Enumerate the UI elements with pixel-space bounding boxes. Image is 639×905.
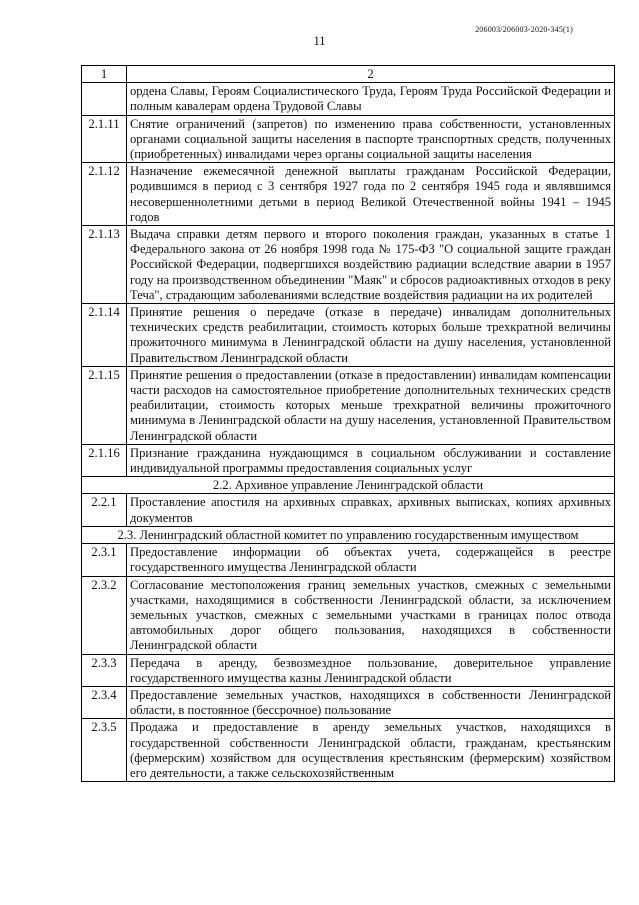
item-number: 2.1.15 <box>82 366 127 444</box>
service-description: Предоставление информации об объектах учета, содержащейся в реестре государственного имущества Ленинградской области <box>127 544 615 576</box>
service-description: Согласование местоположения границ земельных участков, смежных с земельными участками, находящимися в собственности Ленинградской области, за исключением земельных участков, смежных с земельными участками в границах полос отвода автомобильных дорог общего пользования, находящихся в собственности Ленинградской области <box>127 576 615 654</box>
item-number: 2.3.2 <box>82 576 127 654</box>
table-row <box>82 576 615 654</box>
service-description: Передача в аренду, безвозмездное пользование, доверительное управление государственного имущества казны Ленинградской области <box>127 654 615 686</box>
service-description: Признание гражданина нуждающимся в социальном обслуживании и составление индивидуальной программы предоставления социальных услуг <box>127 444 615 476</box>
table-row <box>82 719 615 782</box>
service-description: Предоставление земельных участков, находящихся в собственности Ленинградской области, в постоянное (бессрочное) пользование <box>127 686 615 718</box>
service-description: Принятие решения о передаче (отказе в передаче) инвалидам дополнительных технических средств реабилитации, стоимость которых больше трехкратной величины прожиточного минимума в Ленинградской области на душу населения, установленной Правительством Ленинградской области <box>127 304 615 367</box>
table-row <box>82 163 615 226</box>
item-number: 2.3.1 <box>82 544 127 576</box>
item-number: 2.3.4 <box>82 686 127 718</box>
service-description: Принятие решения о предоставлении (отказе в предоставлении) инвалидам компенсации части расходов на самостоятельное приобретение дополнительных технических средств реабилитации, стоимость которых меньше трехкратной величины прожиточного минимума в Ленинградской области на душу населения, установленной Правительством Ленинградской области <box>127 366 615 444</box>
continued-row <box>82 83 615 115</box>
table-row <box>82 304 615 367</box>
item-number: 2.1.14 <box>82 304 127 367</box>
service-description: Назначение ежемесячной денежной выплаты гражданам Российской Федерации, родившимся в период с 3 сентября 1927 года по 2 сентября 1945 года и являвшимся несовершеннолетними детьми в период Великой Отечественной войны 1941 – 1945 годов <box>127 163 615 226</box>
page-number: 11 <box>313 34 326 48</box>
item-number: 2.1.13 <box>82 226 127 304</box>
column-header-number: 1 <box>82 66 127 83</box>
services-table <box>81 65 615 782</box>
table-header-row <box>82 66 615 83</box>
table-row <box>82 494 615 526</box>
item-number: 2.1.16 <box>82 444 127 476</box>
service-description: Продажа и предоставление в аренду земельных участков, находящихся в государственной собственности Ленинградской области, гражданам, крестьянским (фермерским) хозяйством для осуществления крестьянским (фермерским) хозяйством его деятельности, а также сельскохозяйственным <box>127 719 615 782</box>
column-header-name: 2 <box>127 66 615 83</box>
item-number: 2.2.1 <box>82 494 127 526</box>
table-row <box>82 686 615 718</box>
document-code: 206003/206003-2020-345(1) <box>475 25 573 34</box>
service-description: Снятие ограничений (запретов) по изменению права собственности, установленных органами социальной защиты населения в паспорте транспортных средств, полученных (приобретенных) инвалидами через органы социальной защиты населения <box>127 115 615 163</box>
service-description: Проставление апостиля на архивных справках, архивных выписках, копиях архивных документов <box>127 494 615 526</box>
item-number: 2.1.12 <box>82 163 127 226</box>
services-table-body <box>82 66 615 782</box>
section-title: 2.3. Ленинградский областной комитет по управлению государственным имуществом <box>82 526 615 543</box>
table-row <box>82 654 615 686</box>
item-number: 2.3.5 <box>82 719 127 782</box>
item-number: 2.1.11 <box>82 115 127 163</box>
section-title: 2.2. Архивное управление Ленинградской области <box>82 477 615 494</box>
table-row <box>82 366 615 444</box>
table-row <box>82 444 615 476</box>
table-row <box>82 226 615 304</box>
section-row <box>82 477 615 494</box>
service-description: ордена Славы, Героям Социалистического Труда, Героям Труда Российской Федерации и полным кавалерам ордена Трудовой Славы <box>127 83 615 115</box>
table-row <box>82 544 615 576</box>
table-row <box>82 115 615 163</box>
item-number: 2.3.3 <box>82 654 127 686</box>
service-description: Выдача справки детям первого и второго поколения граждан, указанных в статье 1 Федерального закона от 26 ноября 1998 года № 175-ФЗ "О социальной защите граждан Российской Федерации, подвергшихся воздействию радиации вследствие аварии в 1957 году на производственном объединении "Маяк" и сбросов радиоактивных отходов в реку Теча", страдающим заболеваниями вследствие воздействия радиации на их родителей <box>127 226 615 304</box>
item-number <box>82 83 127 115</box>
section-row <box>82 526 615 543</box>
